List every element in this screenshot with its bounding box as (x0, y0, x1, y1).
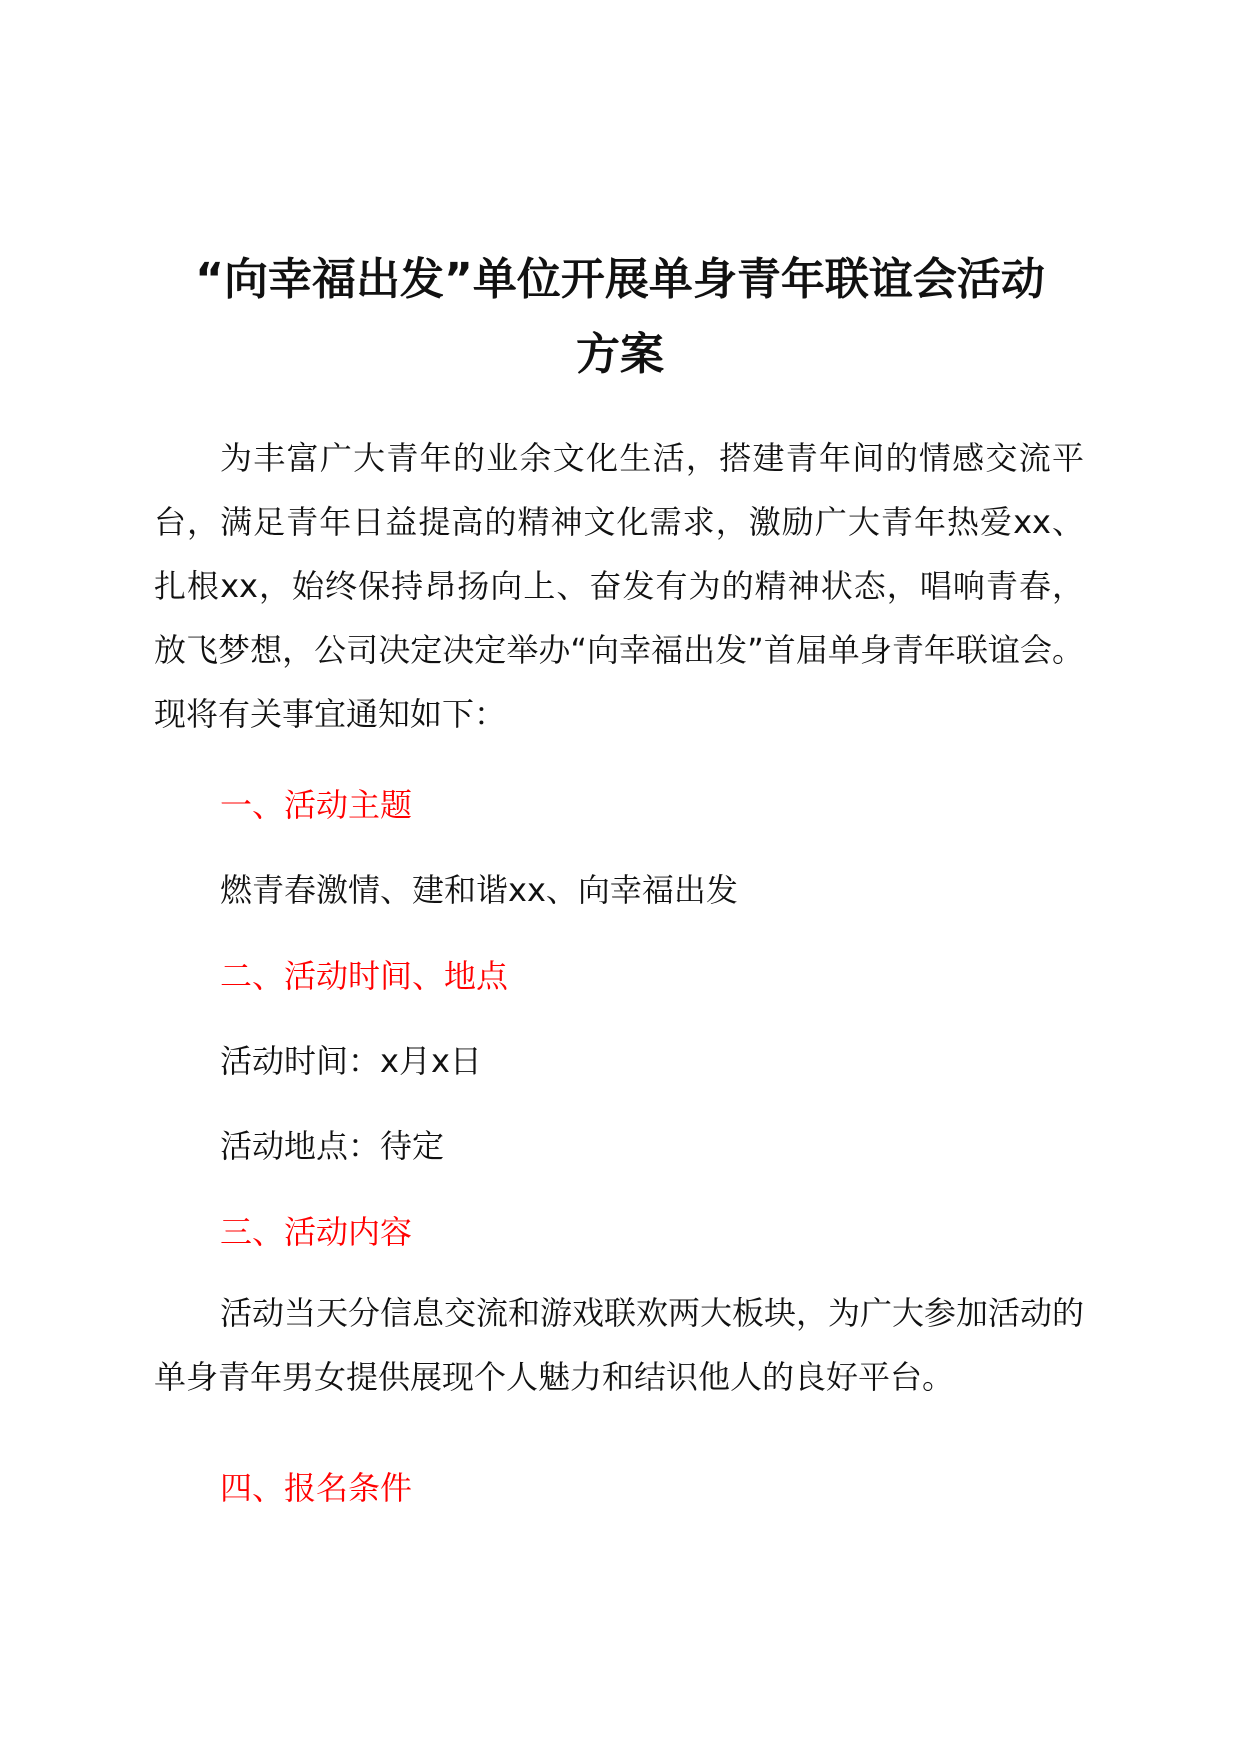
intro-paragraph: 为丰富广大青年的业余文化生活，搭建青年间的情感交流平台，满足青年日益提高的精神文化需求，激励广大青年热爱xx、扎根xx，始终保持昂扬向上、奋发有为的精神状态，唱响青春，放飞梦想，公司决定决定举办“向幸福出发”首届单身青年联谊会。现将有关事宜通知如下： (154, 439, 1084, 733)
content-paragraph: 活动当天分信息交流和游戏联欢两大板块，为广大参加活动的单身青年男女提供展现个人魅力和结识他人的良好平台。 (154, 1294, 1085, 1396)
activity-time-text: 活动时间：x月x日 (220, 1042, 482, 1080)
document-title-line-1: “向幸福出发”单位开展单身青年联谊会活动 (195, 254, 1045, 305)
section-heading-time-place: 二、活动时间、地点 (220, 957, 509, 995)
theme-text: 燃青春激情、建和谐xx、向幸福出发 (220, 871, 738, 909)
section-heading-theme: 一、活动主题 (220, 786, 413, 824)
section-heading-content: 三、活动内容 (220, 1213, 413, 1251)
section-heading-registration: 四、报名条件 (220, 1469, 413, 1507)
activity-place-text: 活动地点：待定 (220, 1127, 445, 1165)
document-title-line-2: 方案 (576, 329, 664, 380)
